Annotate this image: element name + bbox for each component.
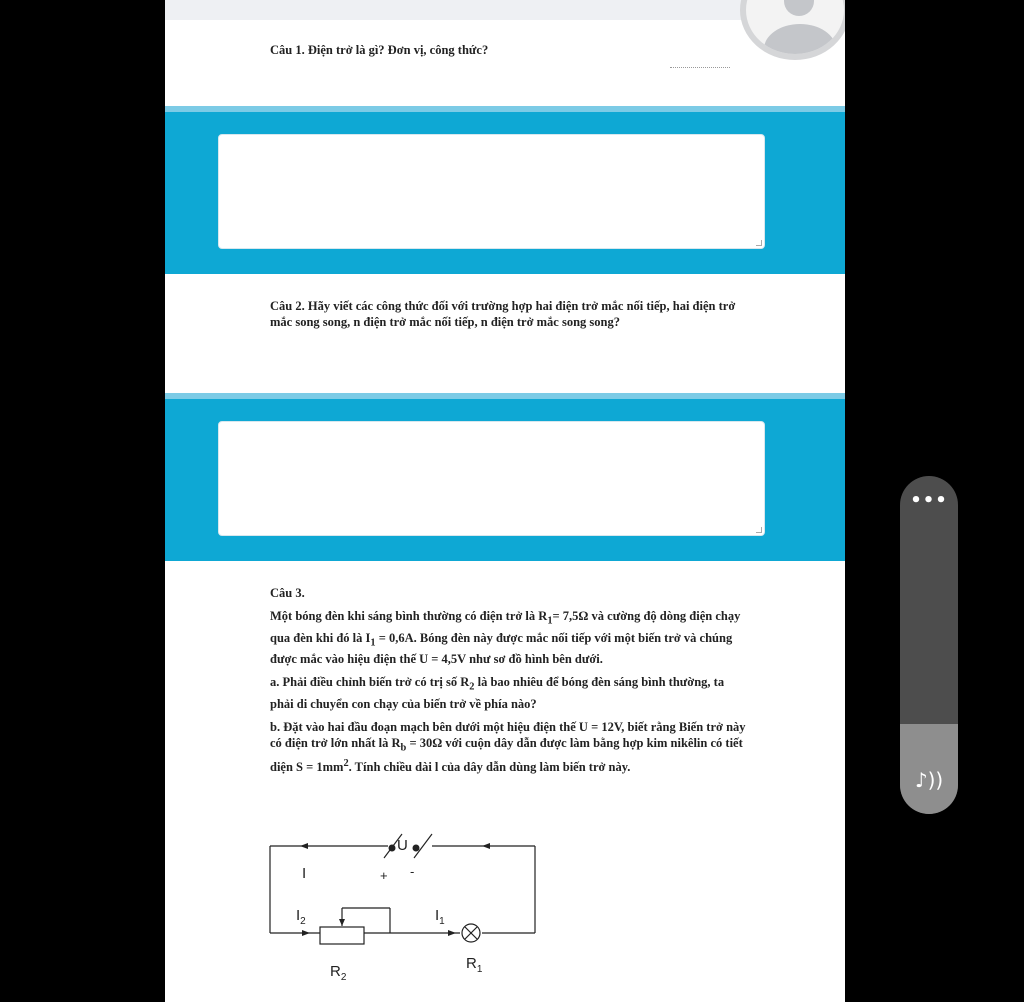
question-3 bbox=[270, 585, 750, 782]
question-3-intro: Một bóng đèn khi sáng bình thường có điện trở là $R_1= 7,5\Omega$ và cường độ dòng điện chạy qua đèn khi đó là $I_1 = 0,6A$. Bóng đèn này được mắc nối tiếp với một biến trở và chúng được mắc vào hiệu điện thế U = 4,5V như sơ đồ hình bên dưới. bbox=[270, 609, 741, 666]
floating-side-panel bbox=[900, 476, 958, 814]
question-1 bbox=[270, 42, 750, 65]
label-r2: $R_2$ bbox=[330, 963, 347, 983]
question-2 bbox=[270, 298, 750, 337]
answer-1-textarea[interactable] bbox=[218, 134, 765, 249]
arrow-top-right bbox=[482, 843, 490, 849]
worksheet-page bbox=[165, 0, 845, 1002]
terminal-plus bbox=[389, 845, 396, 852]
user-avatar[interactable] bbox=[740, 0, 845, 60]
avatar-head-shape bbox=[784, 0, 814, 16]
arrow-i1 bbox=[448, 930, 456, 936]
question-1-text: Câu 1. Điện trở là gì? Đơn vị, công thức? bbox=[270, 43, 489, 57]
circuit-diagram bbox=[260, 828, 720, 998]
question-3-part-b: b. Đặt vào hai đầu đoạn mạch bên dưới một hiệu điện thế U = 12V, biết rằng Biến trở này có điện trở lớn nhất là $R_b = 30\Omega$ với cuộn dây dẫn được làm bằng hợp kim nikêlin có tiết diện $S = 1mm^2$. Tính chiều dài l của dây dẫn dùng làm biến trở này. bbox=[270, 719, 746, 775]
label-i1: $I_1$ bbox=[435, 907, 445, 927]
label-r1: $R_1$ bbox=[466, 955, 483, 975]
avatar-body-shape bbox=[764, 24, 836, 60]
label-plus: + bbox=[380, 868, 388, 883]
label-i: I bbox=[302, 865, 307, 882]
arrow-i2 bbox=[302, 930, 310, 936]
rheostat-r2 bbox=[320, 927, 364, 944]
answer-2-textarea[interactable] bbox=[218, 421, 765, 536]
label-u: U bbox=[397, 837, 408, 854]
dotted-marker bbox=[670, 67, 730, 69]
terminal-minus bbox=[413, 845, 420, 852]
question-3-title: Câu 3. bbox=[270, 586, 305, 600]
question-3-part-a: a. Phải điều chỉnh biến trở có trị số $R_2$ là bao nhiêu để bóng đèn sáng bình thường, ta phải di chuyển con chạy của biến trở về phía nào? bbox=[270, 675, 725, 711]
label-i2: $I_2$ bbox=[296, 907, 306, 927]
question-2-text: Câu 2. Hãy viết các công thức đối với trường hợp hai điện trở mắc nối tiếp, hai điện trở mắc song song, n điện trở mắc nối tiếp, n điện trở mắc song song? bbox=[270, 299, 736, 329]
label-minus: - bbox=[410, 864, 415, 879]
sound-icon[interactable]: ♪)) bbox=[914, 768, 944, 792]
more-dots-icon[interactable]: ••• bbox=[910, 490, 948, 511]
arrow-top-left bbox=[300, 843, 308, 849]
slider-arrow bbox=[339, 919, 345, 926]
